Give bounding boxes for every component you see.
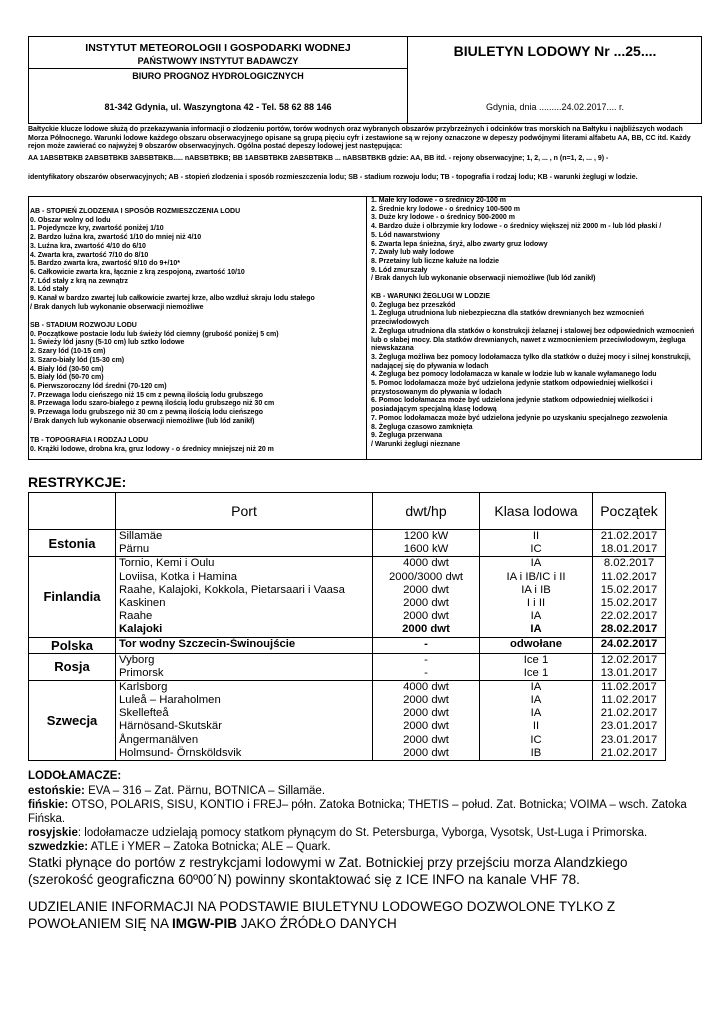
start-date-cell-line: 11.02.2017 [601, 680, 657, 693]
dwt-cell-line: 1200 kW [403, 530, 449, 542]
icebreakers-szw-label: szwedzkie: [28, 841, 89, 853]
port-cell-line: Karlsborg [119, 680, 168, 693]
ab-item: 0. Obszar wolny od lodu [30, 216, 111, 224]
ab-item: 8. Lód stały [30, 286, 69, 294]
ab-item: 3. Luźna kra, zwartość 4/10 do 6/10 [30, 242, 146, 250]
sb-title: SB - STADIUM ROZWOJU LODU [30, 322, 137, 329]
ice-class-cell [480, 637, 593, 653]
start-date-cell-line: 21.02.2017 [600, 746, 658, 759]
port-cell-line: Primorsk [119, 666, 164, 679]
sb-item: 0. Początkowe postacie lodu lub świeży lód ciemny (grubość poniżej 5 cm) [30, 330, 279, 338]
sb-item: 9. Przewaga lodu grubszego niż 30 cm z pewną ilością lodu cieńszego [30, 409, 263, 417]
port-cell-line: Tor wodny Szczecin-Świnoujście [119, 637, 296, 650]
port-cell-line: Loviisa, Kotka i Hamina [119, 570, 238, 583]
kb-item: / Warunki żeglugi nieznane [371, 440, 461, 448]
institute-name: INSTYTUT METEOROLOGII I GOSPODARKI WODNEJ [85, 42, 351, 54]
tb-title: TB - TOPOGRAFIA I RODZAJ LODU [30, 437, 149, 444]
dwt-cell-line: 2000/3000 dwt [388, 570, 464, 583]
dwt-cell [373, 530, 480, 557]
sb-item: 3. Szaro-biały lód (15-30 cm) [30, 356, 125, 364]
start-date-cell-line: 8.02.2017 [603, 557, 655, 570]
sb-item: 2. Szary lód (10-15 cm) [30, 348, 106, 356]
col-start: Początek [593, 493, 666, 530]
table-header-row [29, 493, 666, 530]
country-cell: Rosja [29, 653, 116, 680]
dwt-cell [373, 557, 480, 637]
port-cell [116, 530, 373, 557]
bulletin-title: BIULETYN LODOWY Nr ...25.... [453, 43, 657, 59]
port-cell-line: Raahe, Kalajoki, Kokkola, Pietarsaari i Vaasa [119, 583, 345, 596]
col-dwt: dwt/hp [373, 493, 480, 530]
start-date-cell [593, 637, 666, 653]
start-date-cell-line: 11.02.2017 [601, 694, 657, 707]
ice-class-cell [480, 557, 593, 637]
sb-item: / Brak danych lub wykonanie obserwacji niemożliwe (lub lód zanikł) [30, 417, 255, 425]
sb-item: 5. Biały lód (50-70 cm) [30, 374, 104, 382]
port-cell-line: Raahe [119, 610, 153, 623]
icebreakers-fin-label: fińskie: [28, 799, 69, 811]
legend-kb [371, 293, 697, 450]
ab-item: 9. Kanał w bardzo zwartej lub całkowicie zwartej krze, albo wzdłuż skraju lodu stałego [30, 295, 315, 303]
port-cell-line: Sillamäe [119, 530, 163, 542]
kb-item: 4. Żegluga bez pomocy lodołamacza w kanale w lodzie lub w kanale wyłamanego lodu [371, 371, 657, 379]
dwt-cell [373, 653, 480, 680]
dwt-cell-line: 2000 dwt [403, 733, 449, 746]
port-cell-line: Holmsund- Örnsköldsvik [119, 746, 242, 759]
tb-item: 7. Zwały lub wały lodowe [371, 249, 454, 257]
header-divider [407, 36, 408, 123]
disclaimer [28, 898, 648, 932]
kb-item: 1. Żegluga utrudniona lub niebezpieczna dla statków drewnianych bez wzmocnień przeciwlodowych [371, 310, 645, 327]
bureau-name: BIURO PROGNOZ HYDROLOGICZNYCH [132, 71, 304, 81]
ab-item: 7. Lód stały z krą na zewnątrz [30, 277, 129, 285]
dwt-cell-line: 2000 dwt [403, 746, 449, 759]
ice-class-cell-line: IC [530, 543, 542, 556]
dwt-cell-line: - [424, 666, 428, 679]
table-row [29, 653, 666, 680]
dwt-cell-line: 4000 dwt [403, 557, 449, 570]
tb-item: 1. Małe kry lodowe - o średnicy 20-100 m [371, 197, 506, 204]
kb-item: 6. Pomoc lodołamacza może być udzielona jedynie statkom odpowiedniej wielkości i posiadającym specjalną klasę lodową [371, 397, 653, 414]
tb-item: / Brak danych lub wykonanie obserwacji niemożliwe (lub lód zanikł) [371, 275, 596, 283]
sb-item: 7. Przewaga lodu cieńszego niż 15 cm z pewną ilością lodu grubszego [30, 391, 263, 399]
ice-class-cell-line: IA i IB [521, 583, 551, 596]
start-date-cell-line: 11.02.2017 [601, 570, 657, 583]
start-date-cell-line: 13.01.2017 [600, 666, 658, 679]
start-date-cell-line: 22.02.2017 [600, 610, 658, 623]
start-date-cell-line: 21.02.2017 [600, 707, 658, 720]
ab-item: 1. Pojedyncze kry, zwartość poniżej 1/10 [30, 225, 164, 233]
table-row [29, 680, 666, 760]
legend-ab [30, 208, 364, 312]
legend-tb-right [371, 197, 697, 284]
start-date-cell-line: 28.02.2017 [600, 623, 658, 636]
tb-item: 8. Przetainy lub liczne kałuże na lodzie [371, 257, 499, 265]
address: 81-342 Gdynia, ul. Waszyngtona 42 - Tel. 58 62 88 146 [104, 102, 332, 112]
icebreakers-szw-text: ATLE i YMER – Zatoka Botnicka; ALE – Quark. [88, 841, 331, 853]
bulletin-date: Gdynia, dnia .........24.02.2017.... r. [485, 102, 625, 112]
ice-class-cell-line: Ice 1 [523, 653, 549, 666]
port-cell-line: Vyborg [119, 653, 155, 666]
kb-item: 9. Żegluga przerwana [371, 432, 443, 440]
header-country-blank [29, 493, 116, 530]
dwt-cell-line: - [424, 653, 428, 666]
col-ice-class: Klasa lodowa [480, 493, 593, 530]
restrictions-heading: RESTRYKCJE: [28, 474, 127, 490]
port-cell-line: Tornio, Kemi i Oulu [119, 557, 215, 570]
dwt-cell-line: 2000 dwt [403, 694, 449, 707]
kb-item: 5. Pomoc lodołamacza może być udzielona jedynie statkom odpowiedniej wielkości i przystosowanym do pływania w lodach [371, 380, 653, 396]
legend-divider [366, 196, 367, 459]
tb-item: 3. Duże kry lodowe - o średnicy 500-2000 m [371, 214, 515, 222]
country-cell: Finlandia [29, 557, 116, 637]
tb-item: 0. Krążki lodowe, drobna kra, gruz lodowy - o średnicy mniejszej niż 20 m [30, 445, 274, 453]
port-cell-line: Härnösand-Skutskär [119, 720, 222, 733]
start-date-cell-line: 23.01.2017 [600, 720, 658, 733]
kb-title: KB - WARUNKI ŻEGLUGI W LODZIE [371, 293, 490, 300]
restrictions-table [28, 492, 666, 761]
ice-class-cell [480, 530, 593, 557]
legend-tb-left [30, 437, 364, 454]
kb-item: 7. Pomoc lodołamacza może być udzielona jedynie po uzyskaniu specjalnego zezwolenia [371, 414, 668, 422]
icebreakers-list [28, 784, 700, 854]
table-row [29, 557, 666, 637]
dwt-cell-line: 2000 dwt [402, 623, 450, 636]
sb-item: 1. Świeży lód jasny (5-10 cm) lub sztko lodowe [30, 339, 185, 347]
tb-item: 5. Lód nawarstwiony [371, 231, 440, 239]
tb-item: 2. Średnie kry lodowe - o średnicy 100-500 m [371, 205, 521, 213]
disclaimer-source: IMGW-PIB [172, 916, 237, 931]
ice-class-cell-line: IA [530, 680, 542, 693]
dwt-cell-line: 2000 dwt [403, 596, 449, 609]
port-cell [116, 680, 373, 760]
ab-item: 6. Całkowicie zwarta kra, łącznie z krą zespojoną, zwartość 10/10 [30, 268, 245, 276]
dwt-cell-line: - [424, 637, 428, 650]
port-cell-line: Kaskinen [119, 596, 166, 609]
port-cell [116, 557, 373, 637]
tb-item: 6. Zwarta lepa śnieżna, śryż, albo zwarty gruz lodowy [371, 240, 548, 248]
port-cell-line: Pärnu [119, 543, 150, 556]
key-formula-legend: identyfikatory obszarów obserwacyjnych; AB - stopień zlodzenia i sposób rozmieszczenia lodu; SB - stadium rozwoju lodu; TB - topografia i rodzaj lodu; KB - warunki żeglugi w lodzie. [28, 174, 638, 181]
ice-class-cell-line: I i II [526, 596, 546, 609]
ice-class-cell-line: IB [530, 746, 542, 759]
icebreakers-ros-label: rosyjskie [28, 827, 78, 839]
table-row [29, 530, 666, 557]
ice-class-cell-line: IA [530, 707, 542, 720]
ab-item: / Brak danych lub wykonanie obserwacji niemożliwe [30, 303, 204, 311]
country-cell: Polska [29, 637, 116, 653]
kb-item: 8. Żegluga czasowo zamknięta [371, 423, 473, 431]
kb-item: 3. Żegluga możliwa bez pomocy lodołamacza tylko dla statków o dużej mocy i silnej konstrukcji, nadającej się do pływania w lodach [371, 353, 691, 370]
tb-item: 4. Bardzo duże i olbrzymie kry lodowe - o średnicy większej niż 2000 m - lub lód płaski / [371, 223, 662, 231]
start-date-cell-line: 15.02.2017 [600, 583, 658, 596]
ice-class-cell-line: IA [530, 623, 542, 636]
start-date-cell-line: 15.02.2017 [600, 596, 658, 609]
legend-sb [30, 322, 364, 426]
port-cell [116, 653, 373, 680]
start-date-cell-line: 18.01.2017 [600, 543, 658, 556]
ice-class-cell-line: odwołane [509, 637, 563, 650]
dwt-cell-line: 2000 dwt [403, 720, 449, 733]
icebreakers-est-label: estońskie: [28, 785, 85, 797]
dwt-cell-line: 2000 dwt [403, 610, 449, 623]
start-date-cell-line: 23.01.2017 [600, 733, 658, 746]
ab-item: 4. Zwarta kra, zwartość 7/10 do 8/10 [30, 251, 149, 259]
kb-item: 2. Żegluga utrudniona dla statków o konstrukcji żelaznej i stalowej bez odpowiednich wzmocnień lub o słabej mocy. Dla statków drewnianych, nawet z wzmocnieniem przeciwlodowym, żegluga niewskazana [371, 327, 695, 353]
ice-class-cell-line: II [532, 720, 540, 733]
kb-item: 0. Żegluga bez przeszkód [371, 301, 456, 309]
start-date-cell [593, 557, 666, 637]
port-cell-line: Skellefteå [119, 707, 169, 720]
port-cell-line: Luleå – Haraholmen [119, 694, 221, 707]
ice-class-cell-line: Ice 1 [523, 666, 549, 679]
port-cell-line: Kalajoki [119, 623, 163, 636]
icebreakers-est-text: EVA – 316 – Zat. Pärnu, BOTNICA – Sillamäe. [84, 785, 326, 797]
ab-item: 2. Bardzo luźna kra, zwartość 1/10 do mniej niż 4/10 [30, 234, 202, 242]
ab-title: AB - STOPIEŃ ZLODZENIA I SPOSÓB ROZMIESZCZENIA LODU [30, 208, 241, 215]
ice-class-cell [480, 653, 593, 680]
start-date-cell-line: 12.02.2017 [600, 653, 658, 666]
dwt-cell-line: 2000 dwt [403, 583, 449, 596]
ice-class-cell-line: IA [530, 694, 542, 707]
key-formula: AA 1ABSBTBKB 2ABSBTBKB 3ABSBTBKB..... nABSBTBKB; BB 1ABSBTBKB 2ABSBTBKB ... nABSBTBKB gdzie: AA, BB itd. - rejony obserwacyjne; 1, 2, ... , n (n=1, 2, ... , 9) - [28, 155, 609, 162]
sb-item: 6. Pierwszoroczny lód średni (70-120 cm) [30, 382, 167, 390]
sb-item: 4. Biały lód (30-50 cm) [30, 365, 104, 373]
port-cell-line: Ångermanälven [119, 733, 199, 746]
table-row [29, 637, 666, 653]
icebreakers-ros-text: : lodołamacze udzielają pomocy statkom płynącym do St. Petersburga, Vyborga, Vysotsk, Ust-Luga i Primorska. [77, 827, 648, 839]
intro-paragraph: Bałtyckie klucze lodowe służą do przekazywania informacji o zlodzeniu portów, torów wodnych oraz wybranych obszarów przybrzeżnych i odcinków tras morskich na Bałtyku i najbliższych wodach Morza Północnego. Warunki lodowe każdego obszaru obserwacyjnego opisane są grupą pięciu cyfr i zestawione są w rejony oznaczone w depeszy podwójnymi literami alfabetu AA, BB, CC itd. Każdy rejon może zawierać co najwyżej 9 obszarów obserwacyjnych. Ogólna postać depeszy lodowej jest następująca: [28, 126, 691, 151]
icebreakers-heading: LODOŁAMACZE: [28, 770, 122, 782]
dwt-cell-line: 4000 dwt [403, 680, 449, 693]
institute-subtitle: PAŃSTWOWY INSTYTUT BADAWCZY [137, 56, 299, 66]
col-port: Port [116, 493, 373, 530]
ice-class-cell-line: IA [530, 557, 542, 570]
port-cell [116, 637, 373, 653]
header-rule [28, 68, 407, 69]
ice-class-cell-line: IA i IB/IC i II [506, 570, 566, 583]
start-date-cell-line: 21.02.2017 [600, 530, 658, 542]
start-date-cell [593, 680, 666, 760]
ice-class-cell-line: IC [530, 733, 542, 746]
sb-item: 8. Przewaga lodu szaro-białego z pewną ilością lodu grubszego niż 30 cm [30, 400, 275, 408]
dwt-cell-line: 2000 dwt [403, 707, 449, 720]
start-date-cell [593, 530, 666, 557]
ice-class-cell-line: II [532, 530, 540, 542]
icebreakers-fin-text: OTSO, POLARIS, SISU, KONTIO i FREJ– półn. Zatoka Botnicka; THETIS – połud. Zat. Botnicka; VOIMA – wsch. Zatoka Fińska. [28, 799, 687, 825]
country-cell: Estonia [29, 530, 116, 557]
tb-item: 9. Lód zmurszały [371, 266, 428, 274]
start-date-cell-line: 24.02.2017 [600, 637, 658, 650]
dwt-cell [373, 680, 480, 760]
dwt-cell [373, 637, 480, 653]
ice-class-cell [480, 680, 593, 760]
disclaimer-text-a: UDZIELANIE INFORMACJI NA PODSTAWIE BIULETYNU LODOWEGO DOZWOLONE TYLKO Z POWOŁANIEM SIĘ NA [28, 899, 616, 931]
dwt-cell-line: 1600 kW [403, 543, 449, 556]
ice-class-cell-line: IA [530, 610, 542, 623]
ab-item: 5. Bardzo zwarta kra, zwartość 9/10 do 9+/10* [30, 260, 180, 268]
ice-info-notice: Statki płynące do portów z restrykcjami lodowymi w Zat. Botnickiej przy przejściu morza Alandzkiego (szerokość geograficzna 60º00´N) powinny skontaktować się z ICE INFO na kanale VHF 78. [28, 855, 628, 887]
country-cell: Szwecja [29, 680, 116, 760]
start-date-cell [593, 653, 666, 680]
disclaimer-text-c: JAKO ŹRÓDŁO DANYCH [237, 916, 397, 931]
